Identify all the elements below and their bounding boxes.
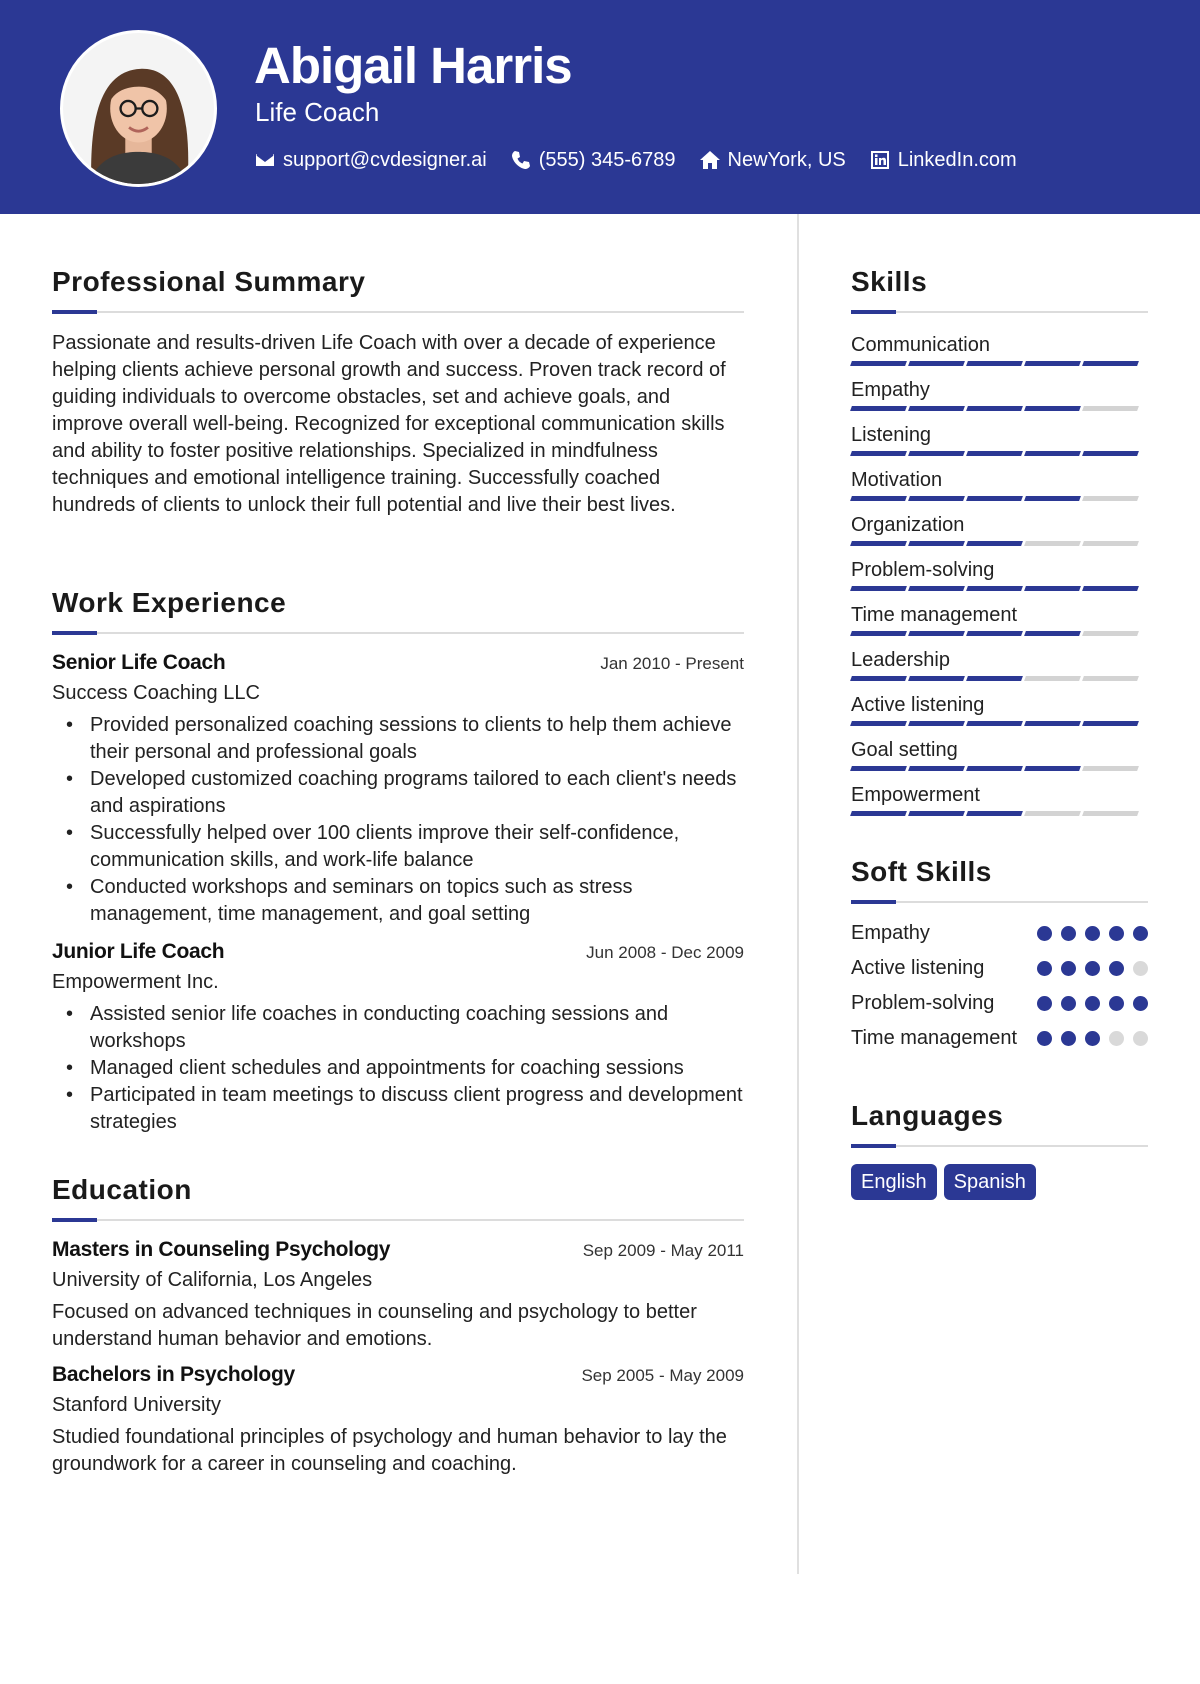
contact-bar	[255, 145, 1041, 175]
skill-level-bar	[851, 586, 1148, 591]
job-role: Junior Life Coach	[52, 940, 225, 963]
skill-level-segment	[850, 361, 907, 366]
skill-level-segment	[966, 766, 1023, 771]
job-bullets	[52, 712, 744, 928]
job-bullet: • Managed client schedules and appointments for coaching sessions	[52, 1055, 744, 1082]
rating-dot	[1037, 1031, 1052, 1046]
rating-dot	[1061, 961, 1076, 976]
skill-item	[851, 420, 1148, 456]
skill-level-segment	[1082, 721, 1139, 726]
soft-skills-list	[851, 920, 1148, 1060]
skill-level-segment	[966, 496, 1023, 501]
skill-level-segment	[966, 361, 1023, 366]
skill-name: Active listening	[851, 694, 985, 716]
skill-level-segment	[908, 451, 965, 456]
skill-level-segment	[966, 811, 1023, 816]
skill-level-segment	[966, 631, 1023, 636]
skill-level-segment	[850, 721, 907, 726]
rating-dot	[1037, 926, 1052, 941]
languages-heading: Languages	[851, 1100, 1004, 1131]
rating-dot	[1061, 996, 1076, 1011]
job-company: Empowerment Inc.	[52, 971, 219, 993]
section-rule	[851, 900, 1148, 904]
skill-level-segment	[1082, 811, 1139, 816]
skill-level-segment	[908, 496, 965, 501]
side-column	[851, 262, 1148, 1200]
languages-list	[851, 1164, 1148, 1200]
linkedin-icon	[870, 150, 890, 170]
soft-skill-rating	[1028, 990, 1148, 1011]
contact-linkedin[interactable]	[870, 149, 1017, 172]
soft-skill-name: Active listening	[851, 957, 985, 979]
section-rule	[851, 310, 1148, 314]
skill-level-segment	[1024, 631, 1081, 636]
job-dates: Jan 2010 - Present	[600, 654, 744, 673]
skill-level-bar	[851, 676, 1148, 681]
skill-name: Goal setting	[851, 739, 958, 761]
skills-heading: Skills	[851, 266, 928, 297]
skill-level-segment	[908, 541, 965, 546]
profile-photo-image	[63, 33, 214, 184]
skill-level-segment	[1082, 451, 1139, 456]
skill-level-segment	[1024, 451, 1081, 456]
skill-level-segment	[1024, 766, 1081, 771]
skill-level-segment	[908, 406, 965, 411]
skill-name: Communication	[851, 334, 990, 356]
skill-level-segment	[908, 631, 965, 636]
skill-level-segment	[1082, 586, 1139, 591]
skill-level-bar	[851, 811, 1148, 816]
skill-level-segment	[1082, 406, 1139, 411]
skill-level-segment	[908, 676, 965, 681]
skill-item	[851, 555, 1148, 591]
job-bullet: • Conducted workshops and seminars on topics such as stress management, time management, and goal setting	[52, 874, 744, 928]
skill-level-segment	[1024, 586, 1081, 591]
rating-dot	[1061, 926, 1076, 941]
section-rule	[851, 1144, 1148, 1148]
experience-section	[52, 583, 744, 1136]
contact-location-text: NewYork, US	[727, 148, 846, 171]
contact-email[interactable]	[255, 149, 487, 172]
education-dates: Sep 2009 - May 2011	[582, 1241, 744, 1260]
skill-level-segment	[1082, 496, 1139, 501]
soft-skill-rating	[1028, 920, 1148, 941]
skills-list	[851, 330, 1148, 816]
contact-phone[interactable]	[511, 149, 676, 172]
job-bullet: • Successfully helped over 100 clients improve their self-confidence, communication skills, and work-life balance	[52, 820, 744, 874]
profile-photo	[60, 30, 217, 187]
soft-skills-section	[851, 852, 1148, 1060]
job-bullet: • Provided personalized coaching sessions to clients to help them achieve their personal and professional goals	[52, 712, 744, 766]
contact-location	[700, 149, 846, 172]
job-bullets	[52, 1001, 744, 1136]
skill-level-bar	[851, 406, 1148, 411]
skill-item	[851, 690, 1148, 726]
degree: Bachelors in Psychology	[52, 1363, 295, 1386]
rating-dot	[1085, 961, 1100, 976]
rating-dot	[1133, 926, 1148, 941]
skill-level-segment	[850, 451, 907, 456]
skill-level-segment	[1082, 766, 1139, 771]
skill-level-segment	[966, 676, 1023, 681]
contact-phone-text: (555) 345-6789	[538, 148, 676, 171]
soft-skill-item	[851, 955, 1148, 990]
job-bullet: • Participated in team meetings to discuss client progress and development strategies	[52, 1082, 744, 1136]
rating-dot	[1085, 1031, 1100, 1046]
soft-skill-item	[851, 1025, 1148, 1060]
soft-skill-item	[851, 920, 1148, 955]
rating-dot	[1061, 1031, 1076, 1046]
skill-name: Problem-solving	[851, 559, 995, 581]
soft-skill-item	[851, 990, 1148, 1025]
skill-level-segment	[1082, 676, 1139, 681]
skill-item	[851, 465, 1148, 501]
language-badge: English	[851, 1164, 937, 1200]
skill-item	[851, 645, 1148, 681]
skill-level-segment	[850, 631, 907, 636]
skill-level-segment	[966, 451, 1023, 456]
summary-section	[52, 262, 744, 519]
main-column	[52, 262, 744, 1488]
skill-name: Organization	[851, 514, 965, 536]
skill-level-segment	[1024, 406, 1081, 411]
education-description: Focused on advanced techniques in counseling and psychology to better understand human behavior and emotions.	[52, 1301, 697, 1350]
rating-dot	[1085, 996, 1100, 1011]
school: Stanford University	[52, 1394, 221, 1416]
phone-icon	[511, 150, 531, 170]
skill-level-segment	[850, 676, 907, 681]
job-role: Senior Life Coach	[52, 651, 226, 674]
skill-level-segment	[908, 766, 965, 771]
rating-dot	[1085, 926, 1100, 941]
skill-level-segment	[850, 811, 907, 816]
languages-section	[851, 1096, 1148, 1200]
skill-level-segment	[1082, 631, 1139, 636]
skill-item	[851, 780, 1148, 816]
job-entry	[52, 940, 744, 1136]
skill-level-bar	[851, 631, 1148, 636]
soft-skill-name: Time management	[851, 1027, 1017, 1049]
skill-level-segment	[1082, 541, 1139, 546]
job-bullet: • Developed customized coaching programs tailored to each client's needs and aspirations	[52, 766, 744, 820]
rating-dot	[1133, 1031, 1148, 1046]
soft-skill-rating	[1028, 955, 1148, 976]
job-company: Success Coaching LLC	[52, 682, 260, 704]
skill-level-segment	[908, 721, 965, 726]
skill-level-bar	[851, 721, 1148, 726]
skill-name: Time management	[851, 604, 1017, 626]
skill-level-segment	[966, 406, 1023, 411]
section-rule	[52, 310, 744, 314]
skill-name: Empathy	[851, 379, 930, 401]
rating-dot	[1109, 961, 1124, 976]
soft-skill-rating	[1028, 1025, 1148, 1046]
skill-level-segment	[1024, 496, 1081, 501]
skill-level-bar	[851, 361, 1148, 366]
education-entry	[52, 1363, 744, 1478]
skill-level-segment	[908, 811, 965, 816]
skill-level-segment	[850, 406, 907, 411]
skill-item	[851, 375, 1148, 411]
skill-level-segment	[908, 361, 965, 366]
contact-linkedin-text: LinkedIn.com	[897, 148, 1017, 171]
education-dates: Sep 2005 - May 2009	[581, 1366, 744, 1385]
section-rule	[52, 631, 744, 635]
skill-item	[851, 600, 1148, 636]
skill-name: Empowerment	[851, 784, 980, 806]
job-dates: Jun 2008 - Dec 2009	[586, 943, 744, 962]
skill-level-segment	[966, 721, 1023, 726]
home-icon	[700, 150, 720, 170]
soft-skill-name: Problem-solving	[851, 992, 995, 1014]
education-heading: Education	[52, 1174, 192, 1205]
job-bullet: • Assisted senior life coaches in conducting coaching sessions and workshops	[52, 1001, 744, 1055]
skill-level-segment	[1024, 811, 1081, 816]
skill-level-bar	[851, 451, 1148, 456]
skill-item	[851, 735, 1148, 771]
education-section	[52, 1170, 744, 1478]
skill-level-bar	[851, 496, 1148, 501]
skill-level-segment	[850, 766, 907, 771]
soft-skill-name: Empathy	[851, 922, 930, 944]
skill-item	[851, 330, 1148, 366]
skill-level-segment	[908, 586, 965, 591]
section-rule	[52, 1218, 744, 1222]
education-description: Studied foundational principles of psychology and human behavior to lay the groundwork for a career in counseling and coaching.	[52, 1426, 727, 1475]
column-divider	[797, 214, 799, 1574]
soft-skills-heading: Soft Skills	[851, 856, 992, 887]
skill-level-segment	[850, 496, 907, 501]
education-entry	[52, 1238, 744, 1353]
skills-section	[851, 262, 1148, 816]
rating-dot	[1133, 996, 1148, 1011]
experience-heading: Work Experience	[52, 587, 287, 618]
summary-text: Passionate and results-driven Life Coach with over a decade of experience helping clients achieve personal growth and success. Proven track record of guiding individuals to overcome obstacles, set and achieve goals, and improve overall well-being. Recognized for exceptional communication skills and ability to foster positive relationships. Specialized in mindfulness techniques and emotional intelligence training. Successfully coached hundreds of clients to unlock their full potential and live their best lives.	[52, 332, 726, 516]
resume-header	[0, 0, 1200, 214]
skill-name: Motivation	[851, 469, 943, 491]
skill-level-segment	[850, 586, 907, 591]
skill-level-segment	[1024, 541, 1081, 546]
skill-level-bar	[851, 766, 1148, 771]
skill-level-segment	[1024, 361, 1081, 366]
rating-dot	[1037, 961, 1052, 976]
job-entry	[52, 651, 744, 928]
language-badge: Spanish	[944, 1164, 1036, 1200]
skill-level-segment	[1024, 721, 1081, 726]
contact-email-text: support@cvdesigner.ai	[283, 148, 487, 171]
skill-name: Leadership	[851, 649, 950, 671]
skill-level-segment	[966, 541, 1023, 546]
degree: Masters in Counseling Psychology	[52, 1238, 391, 1261]
rating-dot	[1133, 961, 1148, 976]
rating-dot	[1109, 1031, 1124, 1046]
rating-dot	[1109, 926, 1124, 941]
skill-name: Listening	[851, 424, 932, 446]
skill-level-segment	[1024, 676, 1081, 681]
skill-level-segment	[966, 586, 1023, 591]
skill-level-bar	[851, 541, 1148, 546]
envelope-icon	[255, 150, 275, 170]
candidate-title: Life Coach	[255, 97, 380, 127]
candidate-name: Abigail Harris	[254, 37, 572, 94]
skill-item	[851, 510, 1148, 546]
rating-dot	[1109, 996, 1124, 1011]
summary-heading: Professional Summary	[52, 266, 366, 297]
rating-dot	[1037, 996, 1052, 1011]
skill-level-segment	[1082, 361, 1139, 366]
school: University of California, Los Angeles	[52, 1269, 373, 1291]
skill-level-segment	[850, 541, 907, 546]
